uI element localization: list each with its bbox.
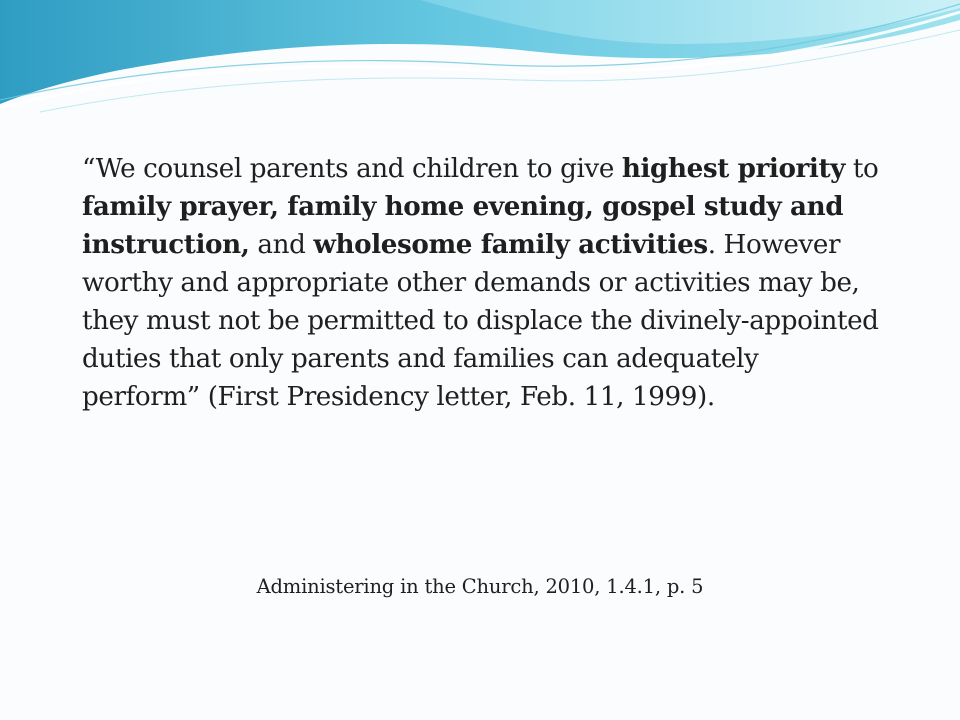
quote-segment: and bbox=[249, 230, 314, 260]
quote-emphasis: wholesome family activities bbox=[313, 229, 708, 260]
quote-segment: to bbox=[845, 154, 879, 184]
quote-segment: “We counsel parents and children to give bbox=[82, 154, 622, 184]
quote-paragraph bbox=[82, 150, 882, 416]
quote-segment: . However worthy and appropriate other demands or activities may be, they must not be permitted to displace the divinely-appointed duties that only parents and families can adequately perform” (First Presidency letter, Feb. 11, 1999). bbox=[82, 230, 879, 412]
quote-emphasis: highest priority bbox=[621, 153, 845, 184]
citation: Administering in the Church, 2010, 1.4.1, p. 5 bbox=[256, 575, 704, 598]
quote-emphasis: family prayer, family home evening, gospel study and instruction, bbox=[82, 191, 844, 260]
header-wave-decoration bbox=[0, 0, 960, 120]
